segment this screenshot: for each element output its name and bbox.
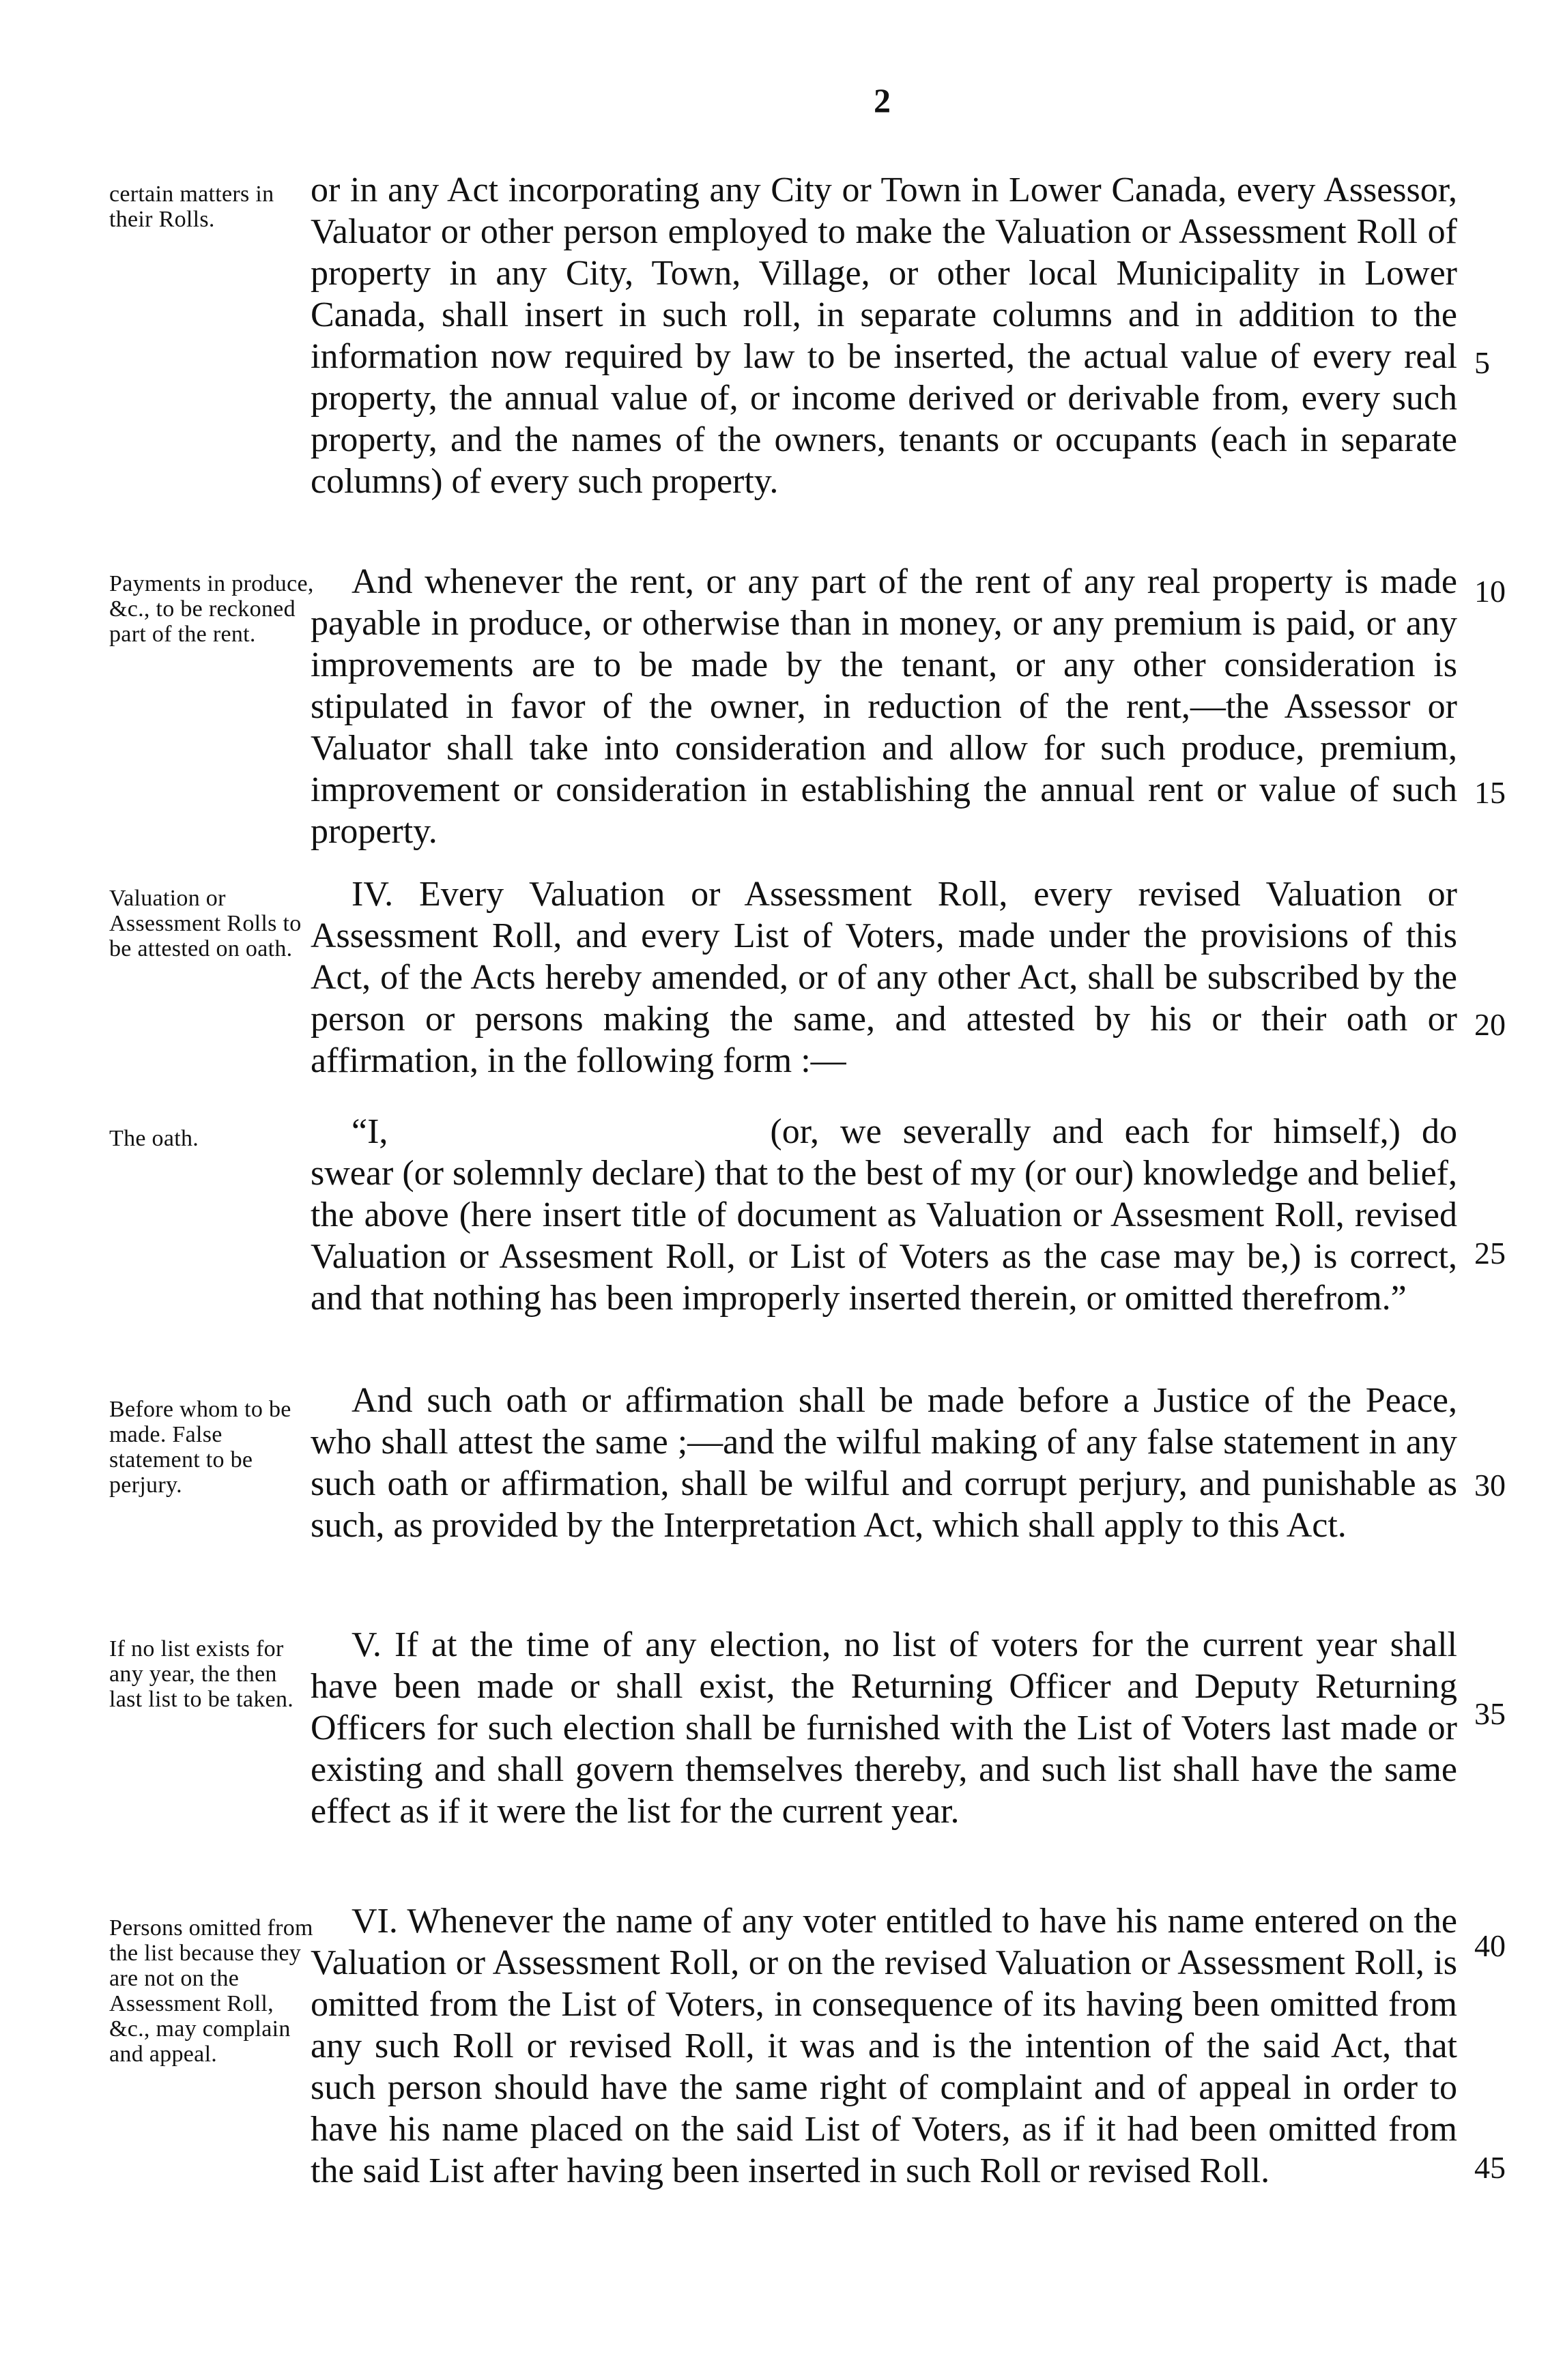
line-number: 10 — [1474, 574, 1506, 609]
margin-note: Valuation or Assessment Rolls to be attested on oath. — [109, 886, 302, 961]
line-number: 25 — [1474, 1236, 1506, 1271]
paragraph: IV. Every Valuation or Assessment Roll, every revised Valuation or Assessment Roll, and every List of Voters, made under the provisions of this Act, of the Acts hereby amended, or of any other Act, shall be subscribed by the person or persons making the same, and attested by his or their oath or affirmation, in the following form :— — [311, 875, 1457, 1080]
line-number: 40 — [1474, 1928, 1506, 1963]
page-number: 2 — [874, 81, 891, 119]
oath-open: “I, — [352, 1112, 388, 1151]
line-number: 35 — [1474, 1696, 1506, 1731]
paragraph: And whenever the rent, or any part of the rent of any real property is made payable in produce, or otherwise than in money, or any premium is paid, or any improvements are to be made by the tenant, or any other consideration is stipulated in favor of the owner, in reduction of the rent,—the Assessor or Valuator shall take into consideration and allow for such produce, premium, improvement or consideration in establishing the annual rent or value of such property. — [311, 562, 1457, 851]
margin-note: Before whom to be made. False statement to be perjury. — [109, 1397, 291, 1498]
paragraph: or in any Act incorporating any City or Town in Lower Canada, every Assessor, Valuator or other person employed to make the Valuation or Assessment Roll of property in any City, Town, Village, or other local Municipality in Lower Canada, shall insert in such roll, in separate columns and in addition to the information now required by law to be inserted, the actual value of every real property, the annual value of, or income derived or derivable from, every such property, and the names of the owners, tenants or occupants (each in separate columns) of every such property. — [311, 171, 1457, 501]
margin-note: Persons omitted from the list because they are not on the Assessment Roll, &c., may complain and appeal. — [109, 1915, 313, 2067]
margin-note: If no list exists for any year, the then last list to be taken. — [109, 1636, 294, 1712]
margin-note: certain matters in their Rolls. — [109, 182, 274, 232]
line-number: 20 — [1474, 1007, 1506, 1042]
paragraph: V. If at the time of any election, no list of voters for the current year shall have been made or shall exist, the Returning Officer and Deputy Returning Officers for such election shall be furnished with the List of Voters last made or existing and shall govern themselves thereby, and such list shall have the same effect as if it were the list for the current year. — [311, 1625, 1457, 1831]
margin-note: Payments in produce, &c., to be reckoned part of the rent. — [109, 571, 314, 647]
margin-note: The oath. — [109, 1126, 199, 1151]
line-number: 5 — [1474, 345, 1490, 380]
oath-text: (or, we severally and each for himself,) do swear (or solemnly declare) that to the best of my (or our) knowledge and belief, the above (here insert title of document as Valuation or Assesment Roll, revised Valuation or Assesment Roll, or List of Voters as the case may be,) is correct, and that nothing has been improperly inserted therein, or omitted therefrom.” — [311, 1112, 1457, 1318]
paragraph: And such oath or affirmation shall be made before a Justice of the Peace, who shall attest the same ;—and the wilful making of any false statement in any such oath or affirmation, shall be wilful and corrupt perjury, and punishable as such, as provided by the Interpretation Act, which shall apply to this Act. — [311, 1381, 1457, 1545]
paragraph: VI. Whenever the name of any voter entitled to have his name entered on the Valuation or Assessment Roll, or on the revised Valuation or Assessment Roll, is omitted from the List of Voters, in consequence of its having been omitted from any such Roll or revised Roll, it was and is the intention of the said Act, that such person should have the same right of complaint and of appeal in order to have his name placed on the said List of Voters, as if it had been omitted from the said List after having been inserted in such Roll or revised Roll. — [311, 1902, 1457, 2190]
line-number: 45 — [1474, 2150, 1506, 2185]
oath-paragraph — [311, 1111, 1457, 1319]
line-number: 30 — [1474, 1468, 1506, 1503]
line-number: 15 — [1474, 775, 1506, 810]
